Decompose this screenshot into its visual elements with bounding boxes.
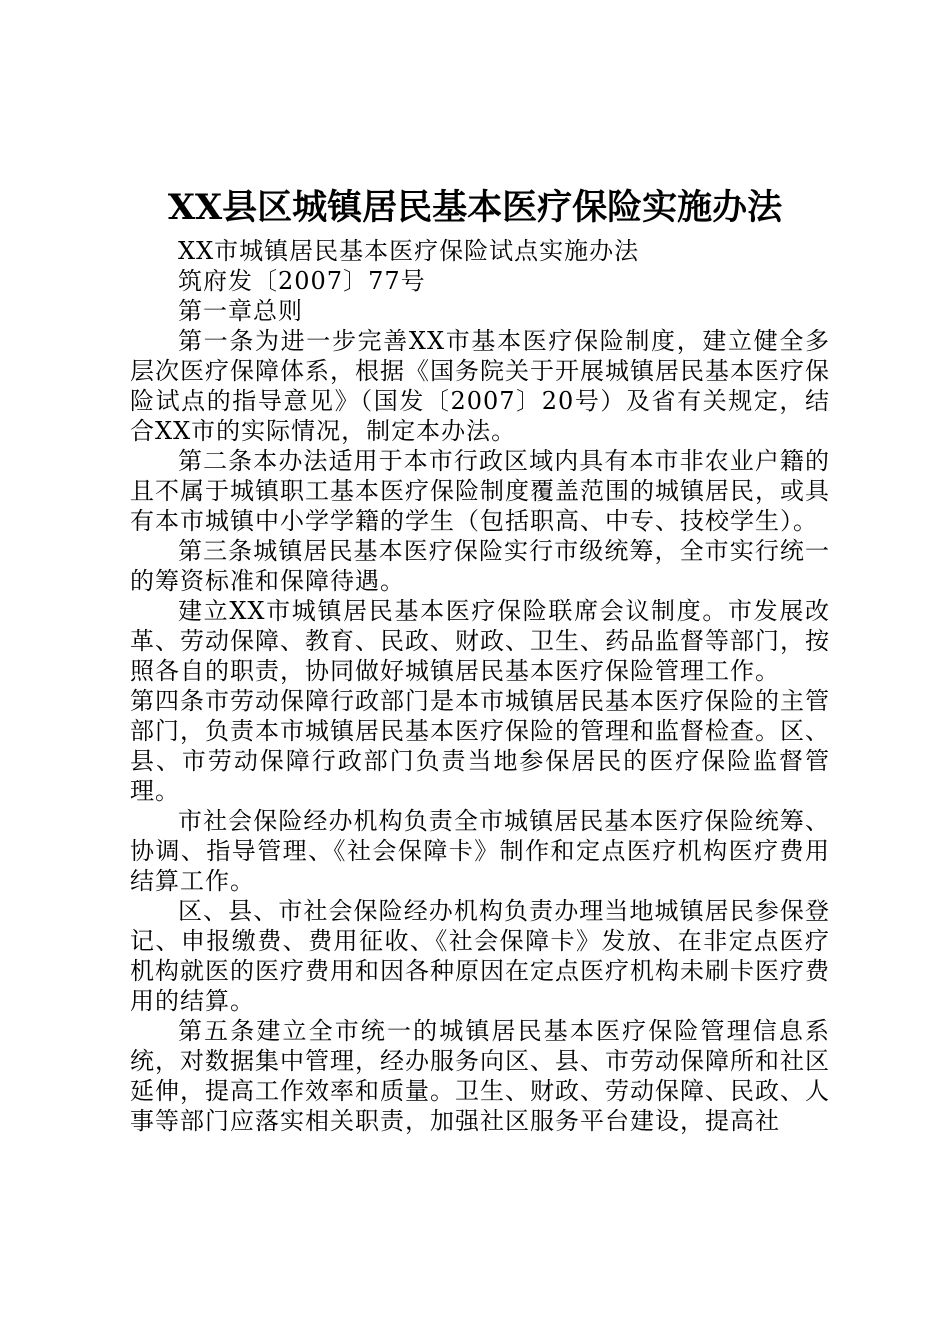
article-1-paragraph: 第一条为进一步完善XX市基本医疗保险制度，建立健全多层次医疗保障体系，根据《国务院关于开展城镇居民基本医疗保险试点的指导意见》（国发〔2007〕20号）及省有关规定，结合XX市的实际情况，制定本办法。 (130, 327, 830, 445)
article-5-paragraph: 第五条建立全市统一的城镇居民基本医疗保险管理信息系统，对数据集中管理，经办服务向区、县、市劳动保障所和社区延伸，提高工作效率和质量。卫生、财政、劳动保障、民政、人事等部门应落实相关职责，加强社区服务平台建设，提高社 (130, 1017, 830, 1135)
joint-meeting-paragraph: 建立XX市城镇居民基本医疗保险联席会议制度。市发展改革、劳动保障、教育、民政、财政、卫生、药品监督等部门，按照各自的职责，协同做好城镇居民基本医疗保险管理工作。 (130, 597, 830, 685)
article-3-paragraph: 第三条城镇居民基本医疗保险实行市级统筹，全市实行统一的筹资标准和保障待遇。 (130, 537, 830, 595)
district-agency-paragraph: 区、县、市社会保险经办机构负责办理当地城镇居民参保登记、申报缴费、费用征收、《社会保障卡》发放、在非定点医疗机构就医的医疗费用和因各种原因在定点医疗机构未刷卡医疗费用的结算。 (130, 897, 830, 1015)
city-agency-paragraph: 市社会保险经办机构负责全市城镇居民基本医疗保险统筹、协调、指导管理、《社会保障卡》制作和定点医疗机构医疗费用结算工作。 (130, 807, 830, 895)
document-body (130, 236, 830, 1136)
subtitle-paragraph: XX市城镇居民基本医疗保险试点实施办法 (178, 237, 640, 265)
article-4-paragraph: 第四条市劳动保障行政部门是本市城镇居民基本医疗保险的主管部门，负责本市城镇居民基本医疗保险的管理和监督检查。区、县、市劳动保障行政部门负责当地参保居民的医疗保险监督管理。 (130, 687, 830, 805)
chapter-heading: 第一章总则 (178, 297, 303, 325)
document-number: 筑府发〔2007〕77号 (178, 267, 426, 295)
document-title: XX县区城镇居民基本医疗保险实施办法 (167, 187, 783, 228)
article-2-paragraph: 第二条本办法适用于本市行政区域内具有本市非农业户籍的且不属于城镇职工基本医疗保险制度覆盖范围的城镇居民，或具有本市城镇中小学学籍的学生（包括职高、中专、技校学生）。 (130, 447, 830, 535)
